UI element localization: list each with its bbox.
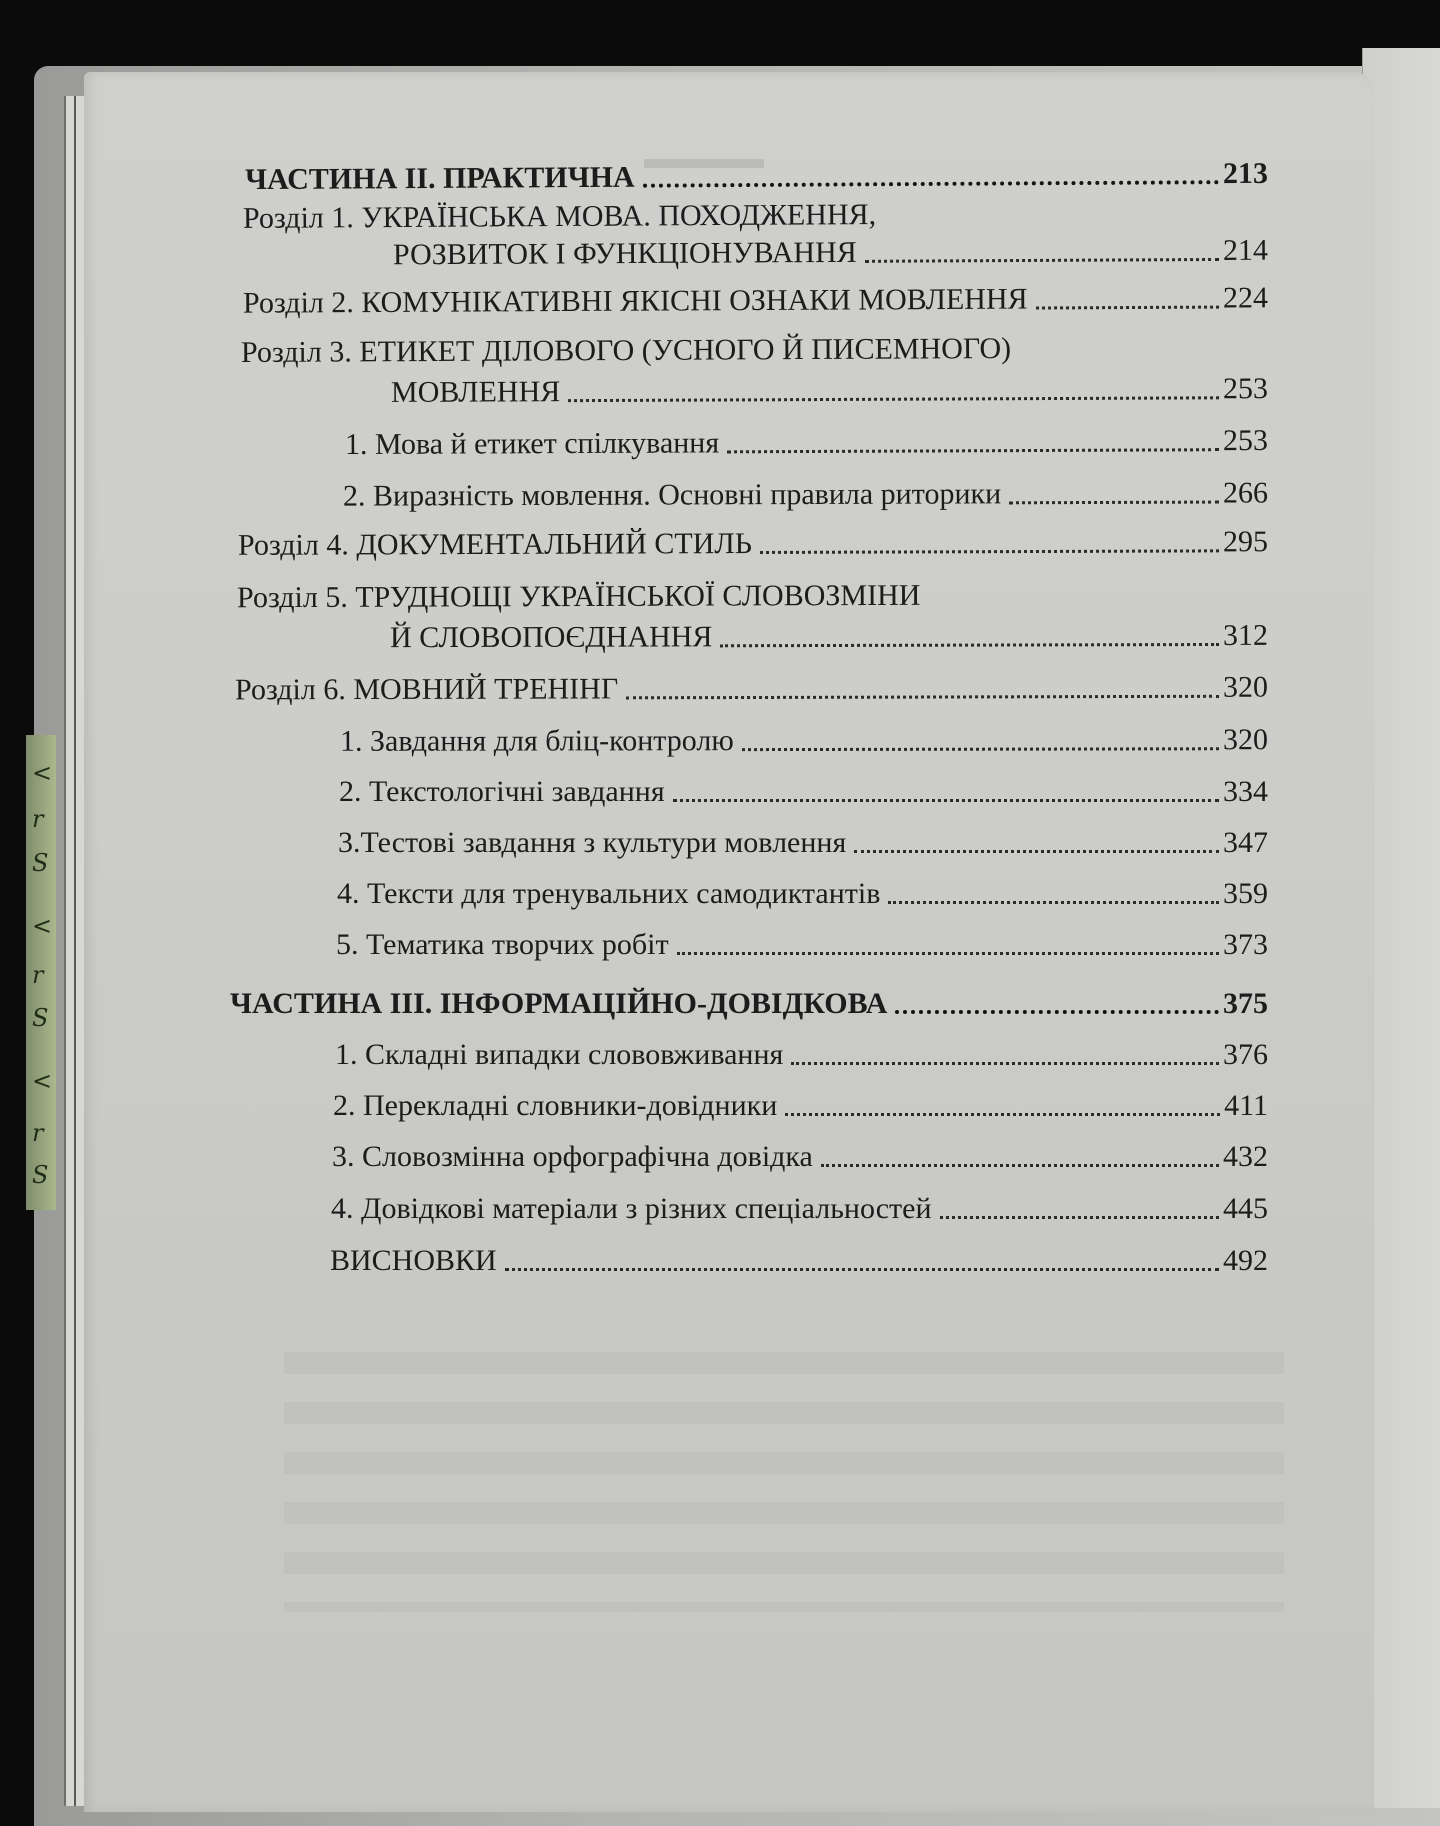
- toc-entry-subsection[interactable]: [332, 1140, 1268, 1174]
- handwritten-mark: <: [32, 759, 53, 787]
- toc-page-number: 376: [1223, 1038, 1268, 1071]
- toc-entry-label: 1. Мова й етикет спілкування: [344, 426, 720, 462]
- toc-entry-part[interactable]: [245, 157, 1268, 197]
- dot-leader: [760, 549, 1219, 554]
- toc-entry-subsection[interactable]: [345, 424, 1268, 462]
- toc-entry-label: 2. Виразність мовлення. Основні правила риторики: [342, 477, 1002, 513]
- toc-entry-subsection[interactable]: [335, 1038, 1268, 1072]
- toc-entry-label-line1[interactable]: Розділ 1. УКРАЇНСЬКА МОВА. ПОХОДЖЕННЯ,: [242, 198, 877, 235]
- toc-entry-label: МОВЛЕННЯ: [390, 375, 561, 409]
- toc-entry-label: ЧАСТИНА II. ПРАКТИЧНА: [244, 160, 635, 197]
- toc-entry-part[interactable]: [230, 987, 1268, 1021]
- dot-leader: [626, 695, 1219, 700]
- toc-entry-label: Розділ 6. МОВНИЙ ТРЕНІНГ: [234, 672, 619, 707]
- dot-leader: [865, 258, 1219, 263]
- toc-page-number: 411: [1224, 1089, 1268, 1122]
- dot-leader: [673, 799, 1219, 802]
- handwritten-mark: r: [32, 805, 44, 833]
- handwritten-mark: <: [32, 1067, 53, 1095]
- toc-page-number: 266: [1222, 476, 1269, 510]
- toc-page-number: 492: [1223, 1244, 1268, 1277]
- toc-entry-subsection[interactable]: [337, 877, 1268, 911]
- toc-page-number: 373: [1223, 928, 1268, 961]
- toc-entry-label-line1[interactable]: Розділ 5. ТРУДНОЩІ УКРАЇНСЬКОЇ СЛОВОЗМІНИ: [236, 578, 921, 615]
- toc-page-number: 320: [1222, 670, 1269, 704]
- handwritten-mark: r: [32, 1119, 44, 1147]
- toc-page-number: 347: [1223, 826, 1268, 859]
- toc-entry-label: 4. Довідкові матеріали з різних спеціальностей: [331, 1192, 932, 1225]
- toc-entry-section[interactable]: [393, 234, 1268, 273]
- dot-leader: [505, 1268, 1219, 1271]
- bleed-through-texture: [284, 1352, 1284, 1612]
- dot-leader: [1036, 306, 1219, 310]
- toc-page-number: 432: [1223, 1140, 1268, 1173]
- handwritten-mark: S: [32, 849, 49, 877]
- toc-entry-subsection[interactable]: [336, 928, 1268, 962]
- toc-entry-label: 3.Тестові завдання з культури мовлення: [338, 826, 847, 859]
- dot-leader: [895, 1010, 1219, 1014]
- toc-page-number: 214: [1222, 233, 1269, 267]
- toc-entry-subsection[interactable]: [343, 476, 1268, 513]
- dot-leader: [643, 180, 1219, 188]
- toc-entry-label: 1. Складні випадки слововживання: [335, 1038, 784, 1071]
- toc-entry-label: ЧАСТИНА III. ІНФОРМАЦІЙНО-ДОВІДКОВА: [230, 987, 888, 1020]
- toc-entry-section[interactable]: [391, 372, 1268, 410]
- dot-leader: [1009, 501, 1219, 505]
- toc-entry-label-line1[interactable]: Розділ 3. ЕТИКЕТ ДІЛОВОГО (УСНОГО Й ПИСЕМНОГО): [240, 331, 1012, 370]
- dot-leader: [568, 396, 1219, 402]
- toc-entry-label: 2. Текстологічні завдання: [339, 775, 665, 808]
- dot-leader: [821, 1164, 1219, 1167]
- toc-entry-label: Й СЛОВОПОЄДНАННЯ: [389, 620, 713, 655]
- toc-entry-subsection[interactable]: [331, 1192, 1268, 1226]
- toc-entry-section[interactable]: [235, 671, 1268, 708]
- dot-leader: [720, 643, 1219, 647]
- toc-entry-subsection[interactable]: [338, 826, 1268, 860]
- toc-page-number: 334: [1223, 775, 1268, 808]
- toc-entry-label: ВИСНОВКИ: [330, 1244, 497, 1277]
- toc-entry-subsection[interactable]: [333, 1089, 1268, 1123]
- toc-page-number: 213: [1222, 156, 1269, 191]
- toc-entry-subsection[interactable]: [340, 723, 1268, 759]
- toc-page-number: 359: [1223, 877, 1268, 910]
- toc-page-number: 445: [1223, 1192, 1268, 1225]
- toc-entry-label: 5. Тематика творчих робіт: [336, 928, 669, 961]
- toc-entry-section[interactable]: [243, 281, 1268, 320]
- toc-page-number: 295: [1222, 525, 1269, 559]
- dot-leader: [677, 952, 1219, 955]
- handwritten-mark: <: [32, 912, 53, 940]
- toc-page-number: 312: [1222, 618, 1269, 652]
- dot-leader: [785, 1113, 1220, 1116]
- toc-entry-label: РОЗВИТОК І ФУНКЦІОНУВАННЯ: [392, 235, 857, 272]
- dot-leader: [854, 850, 1219, 853]
- toc-page-number: 224: [1222, 281, 1269, 315]
- toc-entry-section[interactable]: [390, 619, 1268, 655]
- dot-leader: [888, 901, 1219, 904]
- toc-entry-label: 2. Перекладні словники-довідники: [333, 1089, 778, 1122]
- toc-page-number: 375: [1223, 987, 1268, 1020]
- toc-entry-label: 4. Тексти для тренувальних самодиктантів: [337, 877, 881, 910]
- toc-page-number: 320: [1222, 723, 1269, 757]
- dot-leader: [727, 448, 1219, 453]
- toc-page-number: 253: [1222, 372, 1269, 406]
- toc-entry-subsection[interactable]: [339, 775, 1268, 809]
- bleed-through-texture: ▬▬▬▬: [644, 142, 764, 175]
- handwritten-mark: S: [32, 1004, 49, 1032]
- toc-entry-label: Розділ 4. ДОКУМЕНТАЛЬНИЙ СТИЛЬ: [237, 527, 752, 562]
- dot-leader: [742, 747, 1219, 751]
- toc-page-number: 253: [1222, 423, 1269, 458]
- dot-leader: [940, 1216, 1219, 1219]
- toc-entry-conclusions[interactable]: [330, 1244, 1268, 1278]
- toc-entry-section[interactable]: [238, 525, 1268, 563]
- handwritten-mark: S: [32, 1161, 49, 1189]
- toc-entry-label: 1. Завдання для бліц-контролю: [339, 724, 734, 758]
- dot-leader: [791, 1062, 1219, 1065]
- handwritten-mark: r: [32, 961, 44, 989]
- toc-entry-label: 3. Словозмінна орфографічна довідка: [332, 1140, 813, 1173]
- toc-entry-label: Розділ 2. КОМУНІКАТИВНІ ЯКІСНІ ОЗНАКИ МОВЛЕННЯ: [242, 282, 1028, 320]
